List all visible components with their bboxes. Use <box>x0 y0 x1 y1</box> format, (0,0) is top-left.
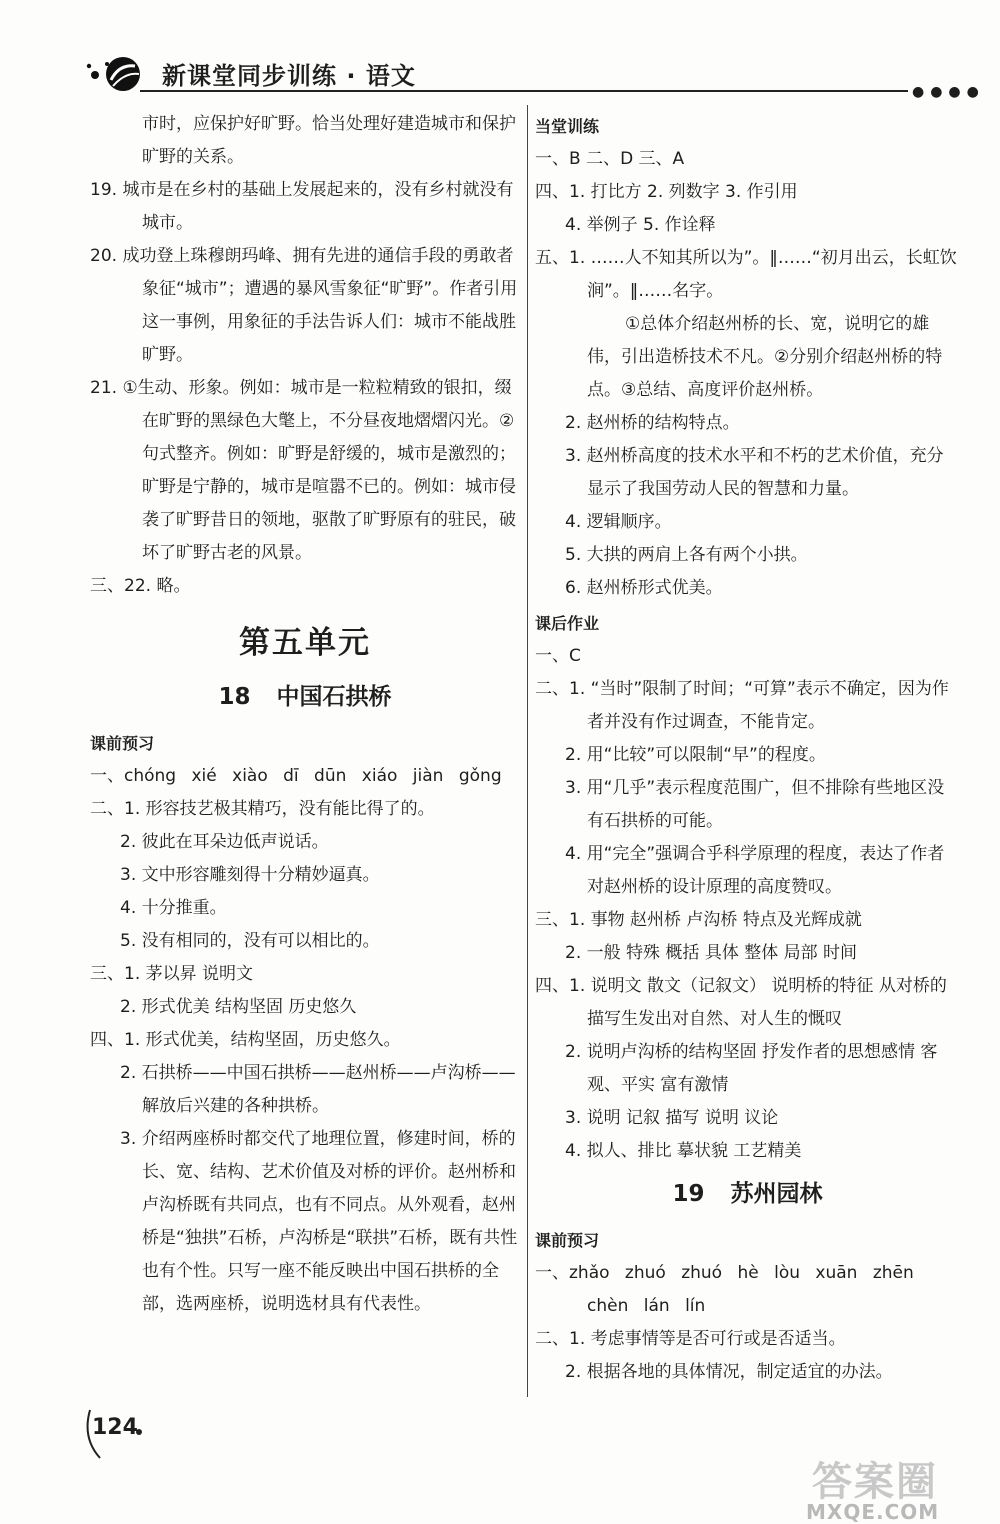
column-divider <box>527 105 528 1397</box>
answer-line: 一、B 二、D 三、A <box>535 149 685 169</box>
answer-line: 2. 石拱桥——中国石拱桥——赵州桥——卢沟桥——解放后兴建的各种拱桥。 <box>120 1063 516 1116</box>
unit-title: 第五单元 <box>239 625 371 661</box>
answer-line: 市时，应保护好旷野。恰当处理好建造城市和保护旷野的关系。 <box>142 114 516 167</box>
section-heading-class: 当堂训练 <box>535 117 600 136</box>
section-heading-preview: 课前预习 <box>90 734 155 753</box>
answer-line: 4. 十分推重。 <box>120 898 227 918</box>
answer-line: 3. 介绍两座桥时都交代了地理位置，修建时间，桥的长、宽、结构、艺术价值及对桥的评价。赵州桥和卢沟桥既有共同点，也有不同点。从外观看，赵州桥是“独拱”石桥，卢沟桥是“联拱”石桥，既有共性也有个性。只写一座不能反映出中国石拱桥的全部，选两座桥，说明选材具有代表性。 <box>120 1129 518 1314</box>
answer-line: 二、1. 考虑事情等是否可行或是否适当。 <box>535 1329 846 1349</box>
answer-21: 21. ①生动、形象。例如：城市是一粒粒精致的银扣，缀在旷野的黑绿色大氅上，不分昼夜地熠熠闪光。②句式整齐。例如：旷野是舒缓的，城市是激烈的；旷野是宁静的，城市是喧嚣不已的。例如：城市侵袭了旷野昔日的领地，驱散了旷野原有的驻民，破坏了旷野古老的风景。 <box>90 378 516 563</box>
section-heading-preview: 课前预习 <box>535 1231 600 1250</box>
logo-icon <box>85 50 145 92</box>
answer-line: 2. 根据各地的具体情况，制定适宜的办法。 <box>565 1362 893 1382</box>
header-rule <box>140 90 908 92</box>
answer-line: 4. 举例子 5. 作诠释 <box>565 215 716 235</box>
lesson-name: 中国石拱桥 <box>276 684 392 710</box>
lesson-number: 19 <box>672 1181 705 1207</box>
header-dots: ●●●● <box>912 84 985 100</box>
answer-line: 2. 赵州桥的结构特点。 <box>565 413 740 433</box>
answer-line: 3. 文中形容雕刻得十分精妙逼真。 <box>120 865 380 885</box>
book-title: 新课堂同步训练 · 语文 <box>162 62 416 90</box>
answer-line: 2. 一般 特殊 概括 具体 整体 局部 时间 <box>565 943 858 963</box>
answer-line: 6. 赵州桥形式优美。 <box>565 578 723 598</box>
right-column <box>535 108 960 1389</box>
watermark-url: MXQE.COM <box>806 1500 940 1524</box>
answer-line: 一、C <box>535 646 581 666</box>
pinyin-answers: 一、chóng xié xiào dī dūn xiáo jiàn gǒng <box>90 766 502 786</box>
pinyin-answers: 一、zhǎo zhuó zhuó hè lòu xuān zhēn chèn lán lín <box>535 1263 914 1316</box>
answer-22: 三、22. 略。 <box>90 576 191 596</box>
page-header <box>0 0 1000 100</box>
answer-line: 2. 用“比较”可以限制“早”的程度。 <box>565 745 826 765</box>
answer-line: 五、1. ……人不知其所以为”。‖……“初月出云，长虹饮涧”。‖……名字。 <box>535 248 957 301</box>
left-column <box>90 108 520 1321</box>
lesson-number: 18 <box>218 684 251 710</box>
answer-line: 四、1. 说明文 散文（记叙文） 说明桥的特征 从对桥的描写生发出对自然、对人生的慨叹 <box>535 976 947 1029</box>
answer-line: 四、1. 打比方 2. 列数字 3. 作引用 <box>535 182 798 202</box>
section-heading-homework: 课后作业 <box>535 614 600 633</box>
answer-line: 4. 用“完全”强调合乎科学原理的程度，表达了作者对赵州桥的设计原理的高度赞叹。 <box>565 844 945 897</box>
lesson-18-title <box>90 675 520 719</box>
answer-20: 20. 成功登上珠穆朗玛峰、拥有先进的通信手段的勇敢者象征“城市”；遭遇的暴风雪象征“旷野”。作者引用这一事例，用象征的手法告诉人们：城市不能战胜旷野。 <box>90 246 518 365</box>
answer-line: 4. 逻辑顺序。 <box>565 512 672 532</box>
answer-line: 3. 说明 记叙 描写 说明 议论 <box>565 1108 779 1128</box>
answer-line: 二、1. 形容技艺极其精巧，没有能比得了的。 <box>90 799 435 819</box>
answer-line: 2. 形式优美 结构坚固 历史悠久 <box>120 997 357 1017</box>
page-number: 124 <box>92 1415 138 1440</box>
answer-line: 2. 说明卢沟桥的结构坚固 抒发作者的思想感情 客观、平实 富有激情 <box>565 1042 938 1095</box>
watermark-logo: 答案圈 <box>812 1459 938 1505</box>
answer-line: 四、1. 形式优美，结构坚固，历史悠久。 <box>90 1030 401 1050</box>
answer-line: 4. 拟人、排比 摹状貌 工艺精美 <box>565 1141 802 1161</box>
answer-line: 三、1. 茅以昇 说明文 <box>90 964 254 984</box>
answer-line: 2. 彼此在耳朵边低声说话。 <box>120 832 329 852</box>
answer-line: 5. 大拱的两肩上各有两个小拱。 <box>565 545 808 565</box>
lesson-name: 苏州园林 <box>730 1181 823 1207</box>
lesson-19-title <box>535 1172 960 1216</box>
answer-line: 三、1. 事物 赵州桥 卢沟桥 特点及光辉成就 <box>535 910 862 930</box>
answer-line: ①总体介绍赵州桥的长、宽，说明它的雄伟，引出造桥技术不凡。②分别介绍赵州桥的特点。③总结、高度评价赵州桥。 <box>587 314 943 400</box>
answer-line: 5. 没有相同的，没有可以相比的。 <box>120 931 380 951</box>
answer-line: 二、1. “当时”限制了时间；“可算”表示不确定，因为作者并没有作过调查，不能肯定。 <box>535 679 949 732</box>
answer-line: 3. 用“几乎”表示程度范围广，但不排除有些地区没有石拱桥的可能。 <box>565 778 945 831</box>
answer-19: 19. 城市是在乡村的基础上发展起来的，没有乡村就没有城市。 <box>90 180 514 233</box>
answer-line: 3. 赵州桥高度的技术水平和不朽的艺术价值，充分显示了我国劳动人民的智慧和力量。 <box>565 446 944 499</box>
